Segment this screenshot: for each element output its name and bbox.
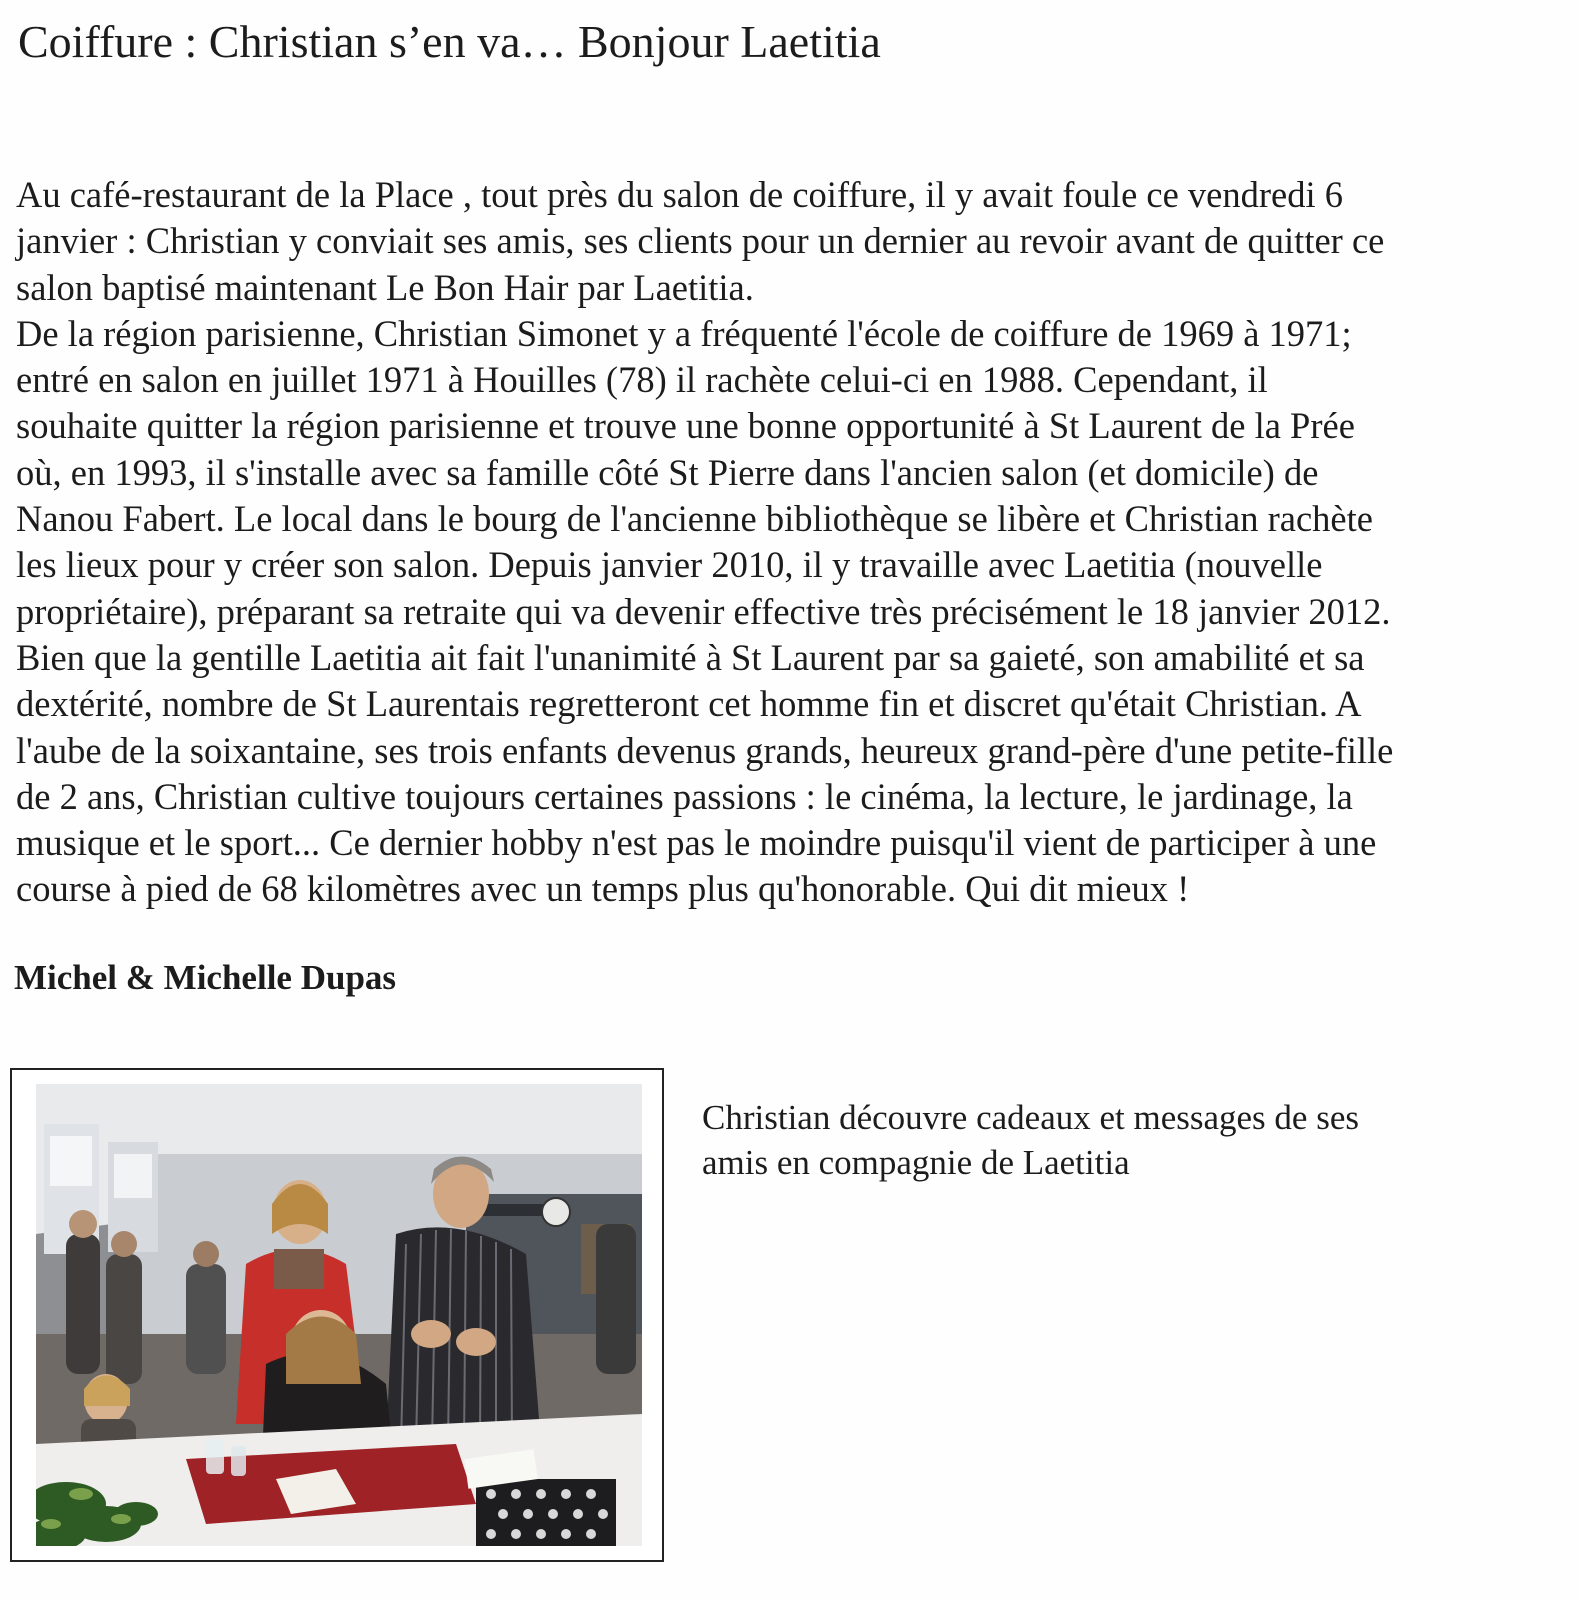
photo-caption [702,1095,1522,1185]
body-line: entré en salon en juillet 1971 à Houilles (78) il rachète celui-ci en 1988. Cependant, il [16,359,1268,401]
body-line: de 2 ans, Christian cultive toujours certaines passions : le cinéma, la lecture, le jardinage, la [16,775,1353,817]
body-line: Nanou Fabert. Le local dans le bourg de l'ancienne bibliothèque se libère et Christian rachète [16,498,1373,540]
body-line: dextérité, nombre de St Laurentais regretteront cet homme fin et discret qu'était Christian. A [16,683,1362,725]
body-line: les lieux pour y créer son salon. Depuis janvier 2010, il y travaille avec Laetitia (nouvelle [16,544,1323,586]
article-title: Coiffure : Christian s’en va… Bonjour Laetitia [18,16,881,67]
body-line: musique et le sport... Ce dernier hobby n'est pas le moindre puisqu'il vient de participer à une [16,822,1377,864]
body-line: Au café-restaurant de la Place , tout près du salon de coiffure, il y avait foule ce vendredi 6 [16,174,1343,215]
body-line: De la région parisienne, Christian Simonet y a fréquenté l'école de coiffure de 1969 à 1971; [16,312,1352,354]
body-line: Bien que la gentille Laetitia ait fait l'unanimité à St Laurent par sa gaieté, son amabilité et sa [16,636,1365,678]
body-line: où, en 1993, il s'installe avec sa famille côté St Pierre dans l'ancien salon (et domicile) de [16,451,1319,493]
body-line: course à pied de 68 kilomètres avec un temps plus qu'honorable. Qui dit mieux ! [16,868,1190,910]
body-line: propriétaire), préparant sa retraite qui va devenir effective très précisément le 18 janvier 2012. [16,590,1391,632]
body-line: salon baptisé maintenant Le Bon Hair par Laetitia. [16,266,754,308]
article-body [16,172,1552,913]
body-line: l'aube de la soixantaine, ses trois enfants devenus grands, heureux grand-père d'une petite-fille [16,729,1394,771]
article-author: Michel & Michelle Dupas [14,958,397,997]
event-photo [36,1084,642,1546]
body-line: souhaite quitter la région parisienne et trouve une bonne opportunité à St Laurent de la Prée [16,405,1355,447]
photo-frame [10,1068,664,1562]
caption-line: Christian découvre cadeaux et messages de ses [702,1098,1359,1137]
caption-line: amis en compagnie de Laetitia [702,1143,1130,1182]
body-line: janvier : Christian y conviait ses amis, ses clients pour un dernier au revoir avant de quitter ce [16,220,1385,262]
